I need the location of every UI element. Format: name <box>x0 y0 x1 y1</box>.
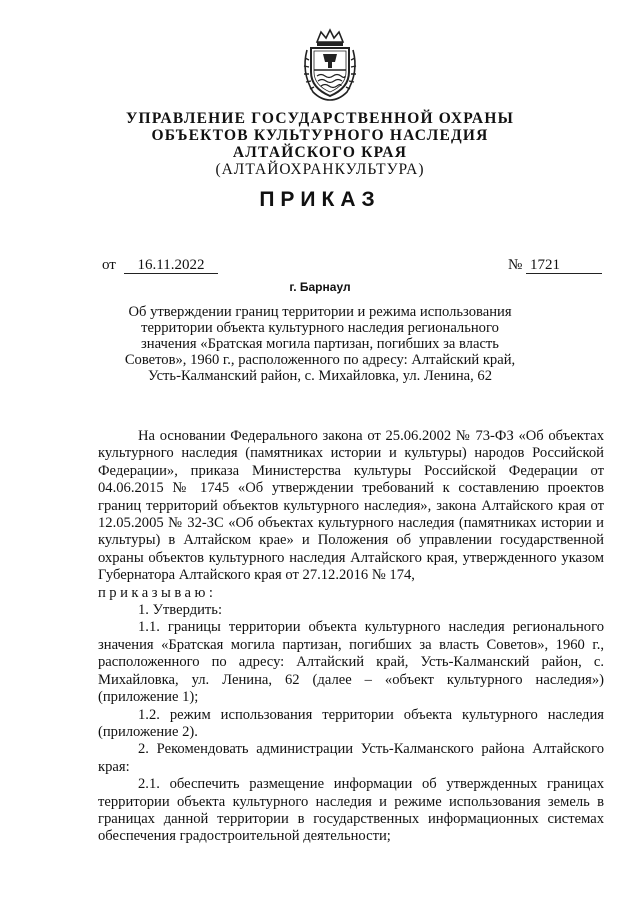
order-word: приказываю: <box>98 584 217 601</box>
subject-line: Об утверждении границ территории и режима использования <box>128 304 512 320</box>
subject-line: Советов», 1960 г., расположенного по адресу: Алтайский край, <box>124 352 516 368</box>
document-body <box>98 428 604 846</box>
preamble-paragraph: На основании Федерального закона от 25.06.2002 № 73-ФЗ «Об объектах культурного наследия (памятниках истории и культуры) народов Российской Федерации», приказа Министерства культуры Российской Федерации от 04.06.2015 № 1745 «Об утверждении требований к составлению проектов границ территорий объектов культурного наследия», закона Алтайского края от 12.05.2005 № 32-ЗС «Об объектах культурного наследия (памятниках истории и культуры) в Алтайском крае» и Положения об управлении государственной охраны объектов культурного наследия Алтайского края, утвержденного указом Губернатора Алтайского края от 27.12.2016 № 174, <box>98 428 604 584</box>
clause-1-2: 1.2. режим использования территории объекта культурного наследия (приложение 2). <box>98 706 604 740</box>
document-number: 1721 <box>526 257 602 274</box>
city-line: г. Барнаул <box>289 280 351 294</box>
clause-1-1: 1.1. границы территории объекта культурного наследия регионального значения «Братская могила партизан, погибших за власть Советов», 1960 г., расположенного по адресу: Алтайский край, Усть-Калманский район, с. Михайловка, ул. Ленина, 62 (далее – «объект культурного наследия») (приложение 1); <box>98 619 604 706</box>
coat-of-arms-icon <box>299 28 361 102</box>
org-name-line1: УПРАВЛЕНИЕ ГОСУДАРСТВЕННОЙ ОХРАНЫ <box>125 110 514 127</box>
org-name-line3: АЛТАЙСКОГО КРАЯ <box>232 144 408 161</box>
number-prefix: № <box>508 257 523 273</box>
clause-2: 2. Рекомендовать администрации Усть-Калманского района Алтайского края: <box>98 741 604 775</box>
org-short-name: (АЛТАЙОХРАНКУЛЬТУРА) <box>215 161 425 178</box>
document-date: 16.11.2022 <box>124 257 218 274</box>
clause-1: 1. Утвердить: <box>138 602 223 619</box>
subject-line: территории объекта культурного наследия регионального <box>141 320 499 336</box>
subject-line: значения «Братская могила партизан, погибших за власть <box>141 336 499 352</box>
subject-line: Усть-Калманский район, с. Михайловка, ул. Ленина, 62 <box>148 368 492 384</box>
date-prefix: от <box>102 257 116 273</box>
document-type-title: ПРИКАЗ <box>259 188 381 211</box>
org-name-line2: ОБЪЕКТОВ КУЛЬТУРНОГО НАСЛЕДИЯ <box>151 127 489 144</box>
clause-2-1: 2.1. обеспечить размещение информации об утвержденных границах территории объекта культурного наследия и режиме использования земель в границах данной территории в государственных информационных системах обеспечения градостроительной деятельности; <box>98 776 604 845</box>
document-subject <box>120 304 520 384</box>
